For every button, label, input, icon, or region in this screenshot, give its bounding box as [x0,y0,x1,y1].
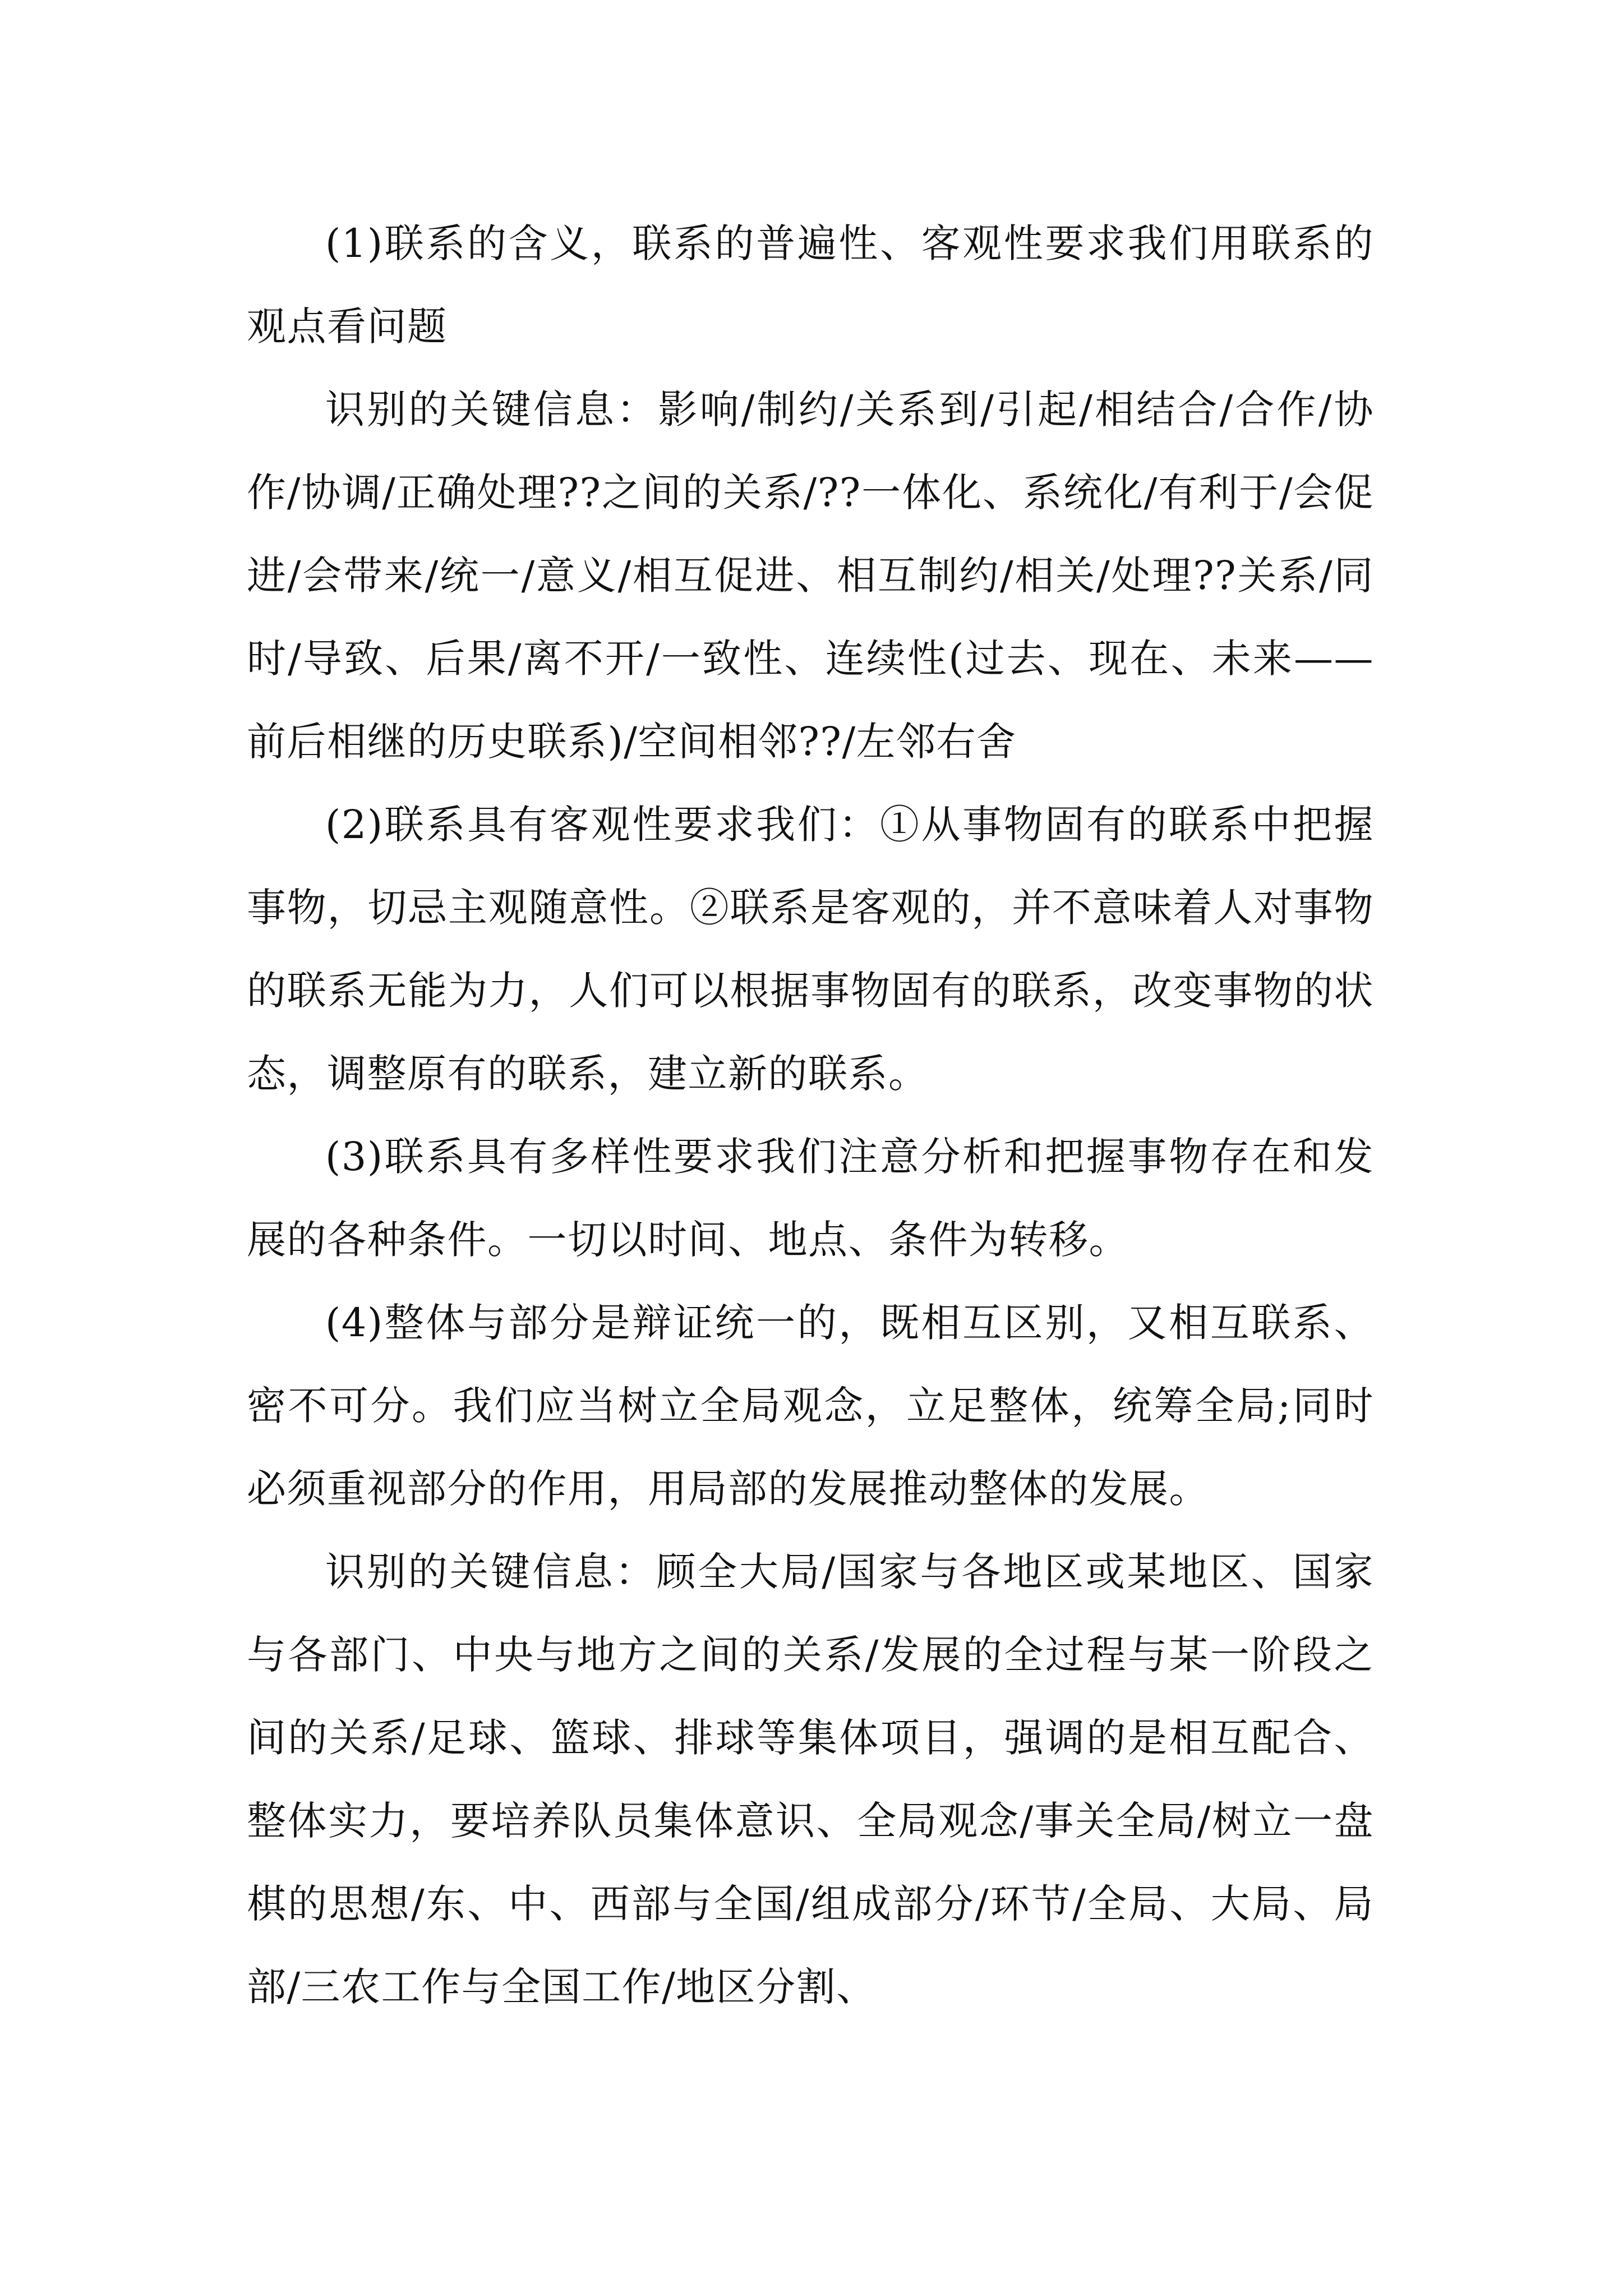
paragraph-connection-meaning: (1)联系的含义，联系的普遍性、客观性要求我们用联系的观点看问题 [247,220,1374,349]
paragraph-connection-diversity: (3)联系具有多样性要求我们注意分析和把握事物存在和发展的各种条件。一切以时间、地点、条件为转移。 [247,1134,1374,1263]
paragraph-key-info-connection: 识别的关键信息：影响/制约/关系到/引起/相结合/合作/协作/协调/正确处理??之间的关系/??一体化、系统化/有利于/会促进/会带来/统一/意义/相互促进、相互制约/相关/处理??关系/同时/导致、后果/离不开/一致性、连续性(过去、现在、未来——前后相继的历史联系)/空间相邻??/左邻右舍 [247,386,1374,765]
paragraph-whole-and-part: (4)整体与部分是辩证统一的，既相互区别，又相互联系、密不可分。我们应当树立全局观念，立足整体，统筹全局;同时必须重视部分的作用，用局部的发展推动整体的发展。 [247,1300,1374,1512]
paragraph-key-info-whole: 识别的关键信息：顾全大局/国家与各地区或某地区、国家与各部门、中央与地方之间的关系/发展的全过程与某一阶段之间的关系/足球、篮球、排球等集体项目，强调的是相互配合、整体实力，要培养队员集体意识、全局观念/事关全局/树立一盘棋的思想/东、中、西部与全国/组成部分/环节/全局、大局、局部/三农工作与全国工作/地区分割、 [247,1549,1374,2010]
paragraph-connection-objectivity: (2)联系具有客观性要求我们：①从事物固有的联系中把握事物，切忌主观随意性。②联系是客观的，并不意味着人对事物的联系无能为力，人们可以根据事物固有的联系，改变事物的状态，调整原有的联系，建立新的联系。 [247,802,1374,1097]
document-body [247,202,1374,2028]
